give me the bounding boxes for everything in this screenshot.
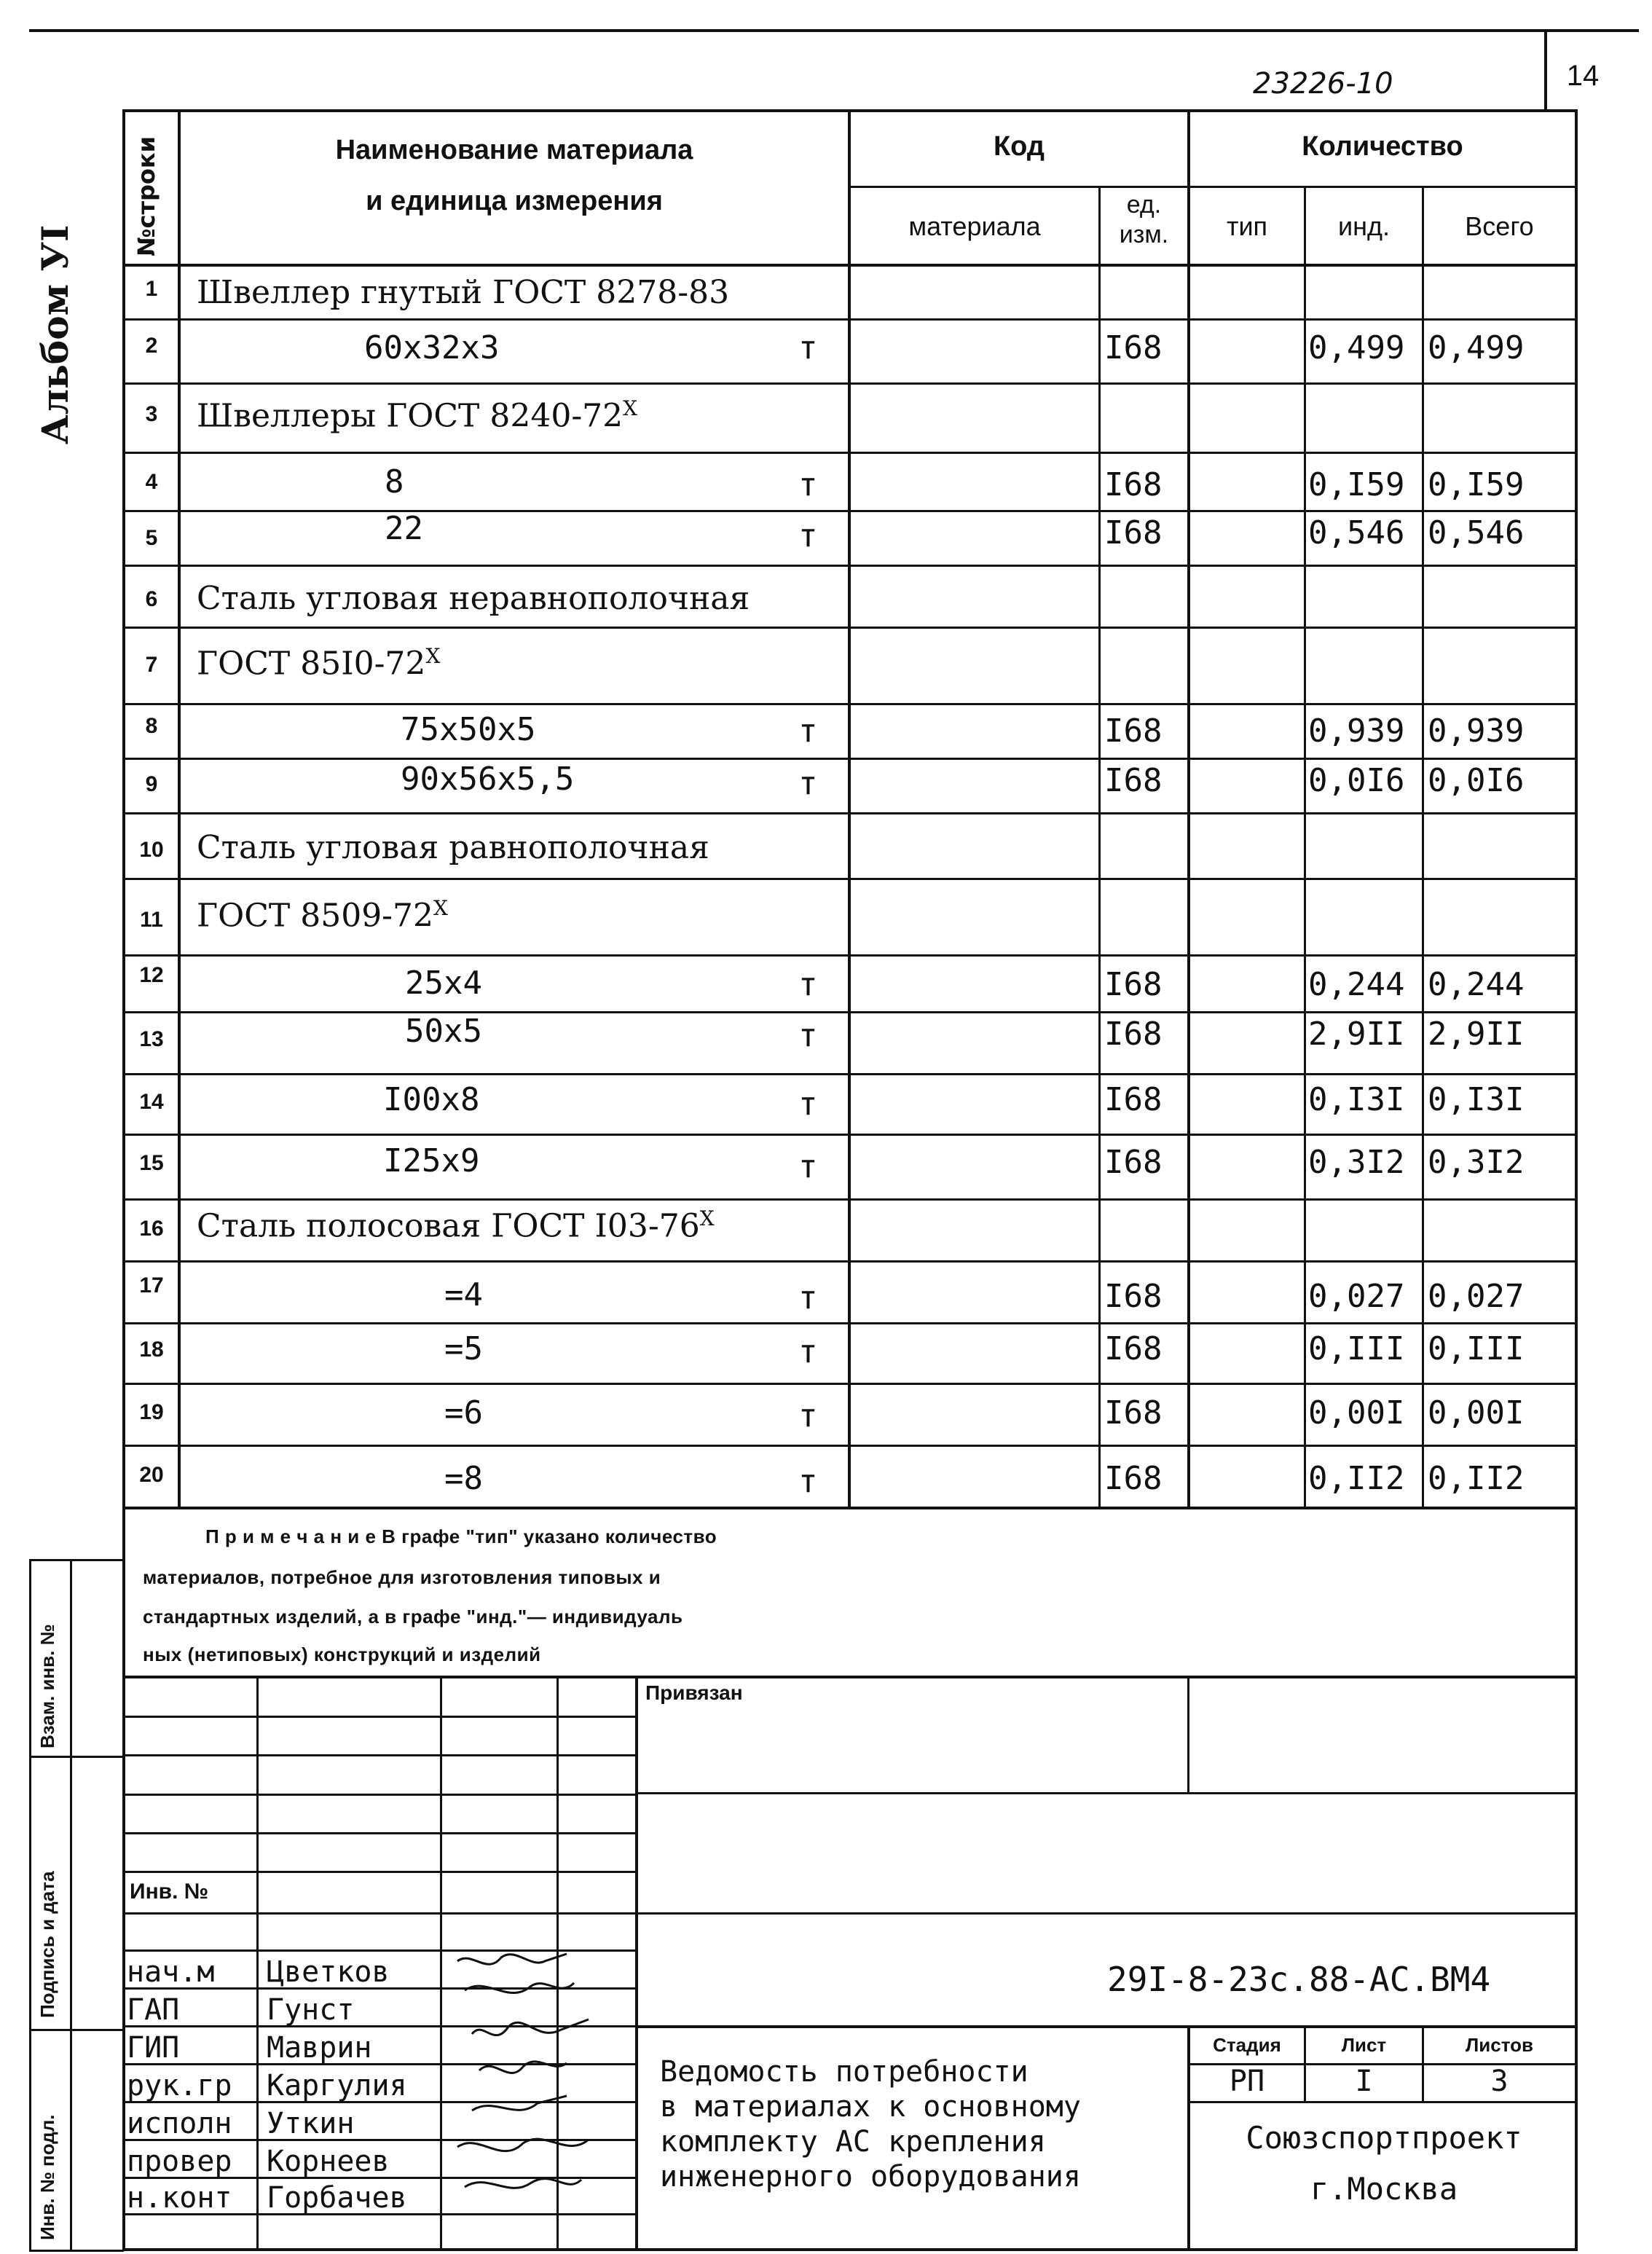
qty-ind: 0,III	[1308, 1330, 1405, 1367]
unit: т	[798, 1279, 818, 1316]
qty-ind: 0,3I2	[1308, 1144, 1405, 1181]
material-name: Швеллер гнутый ГОСТ 8278-83	[197, 274, 730, 311]
side-label-inv-podl: Инв. № подл.	[36, 2114, 58, 2240]
inv-no-label: Инв. №	[130, 1880, 209, 1904]
stage-value: РП	[1229, 2065, 1265, 2098]
qty-total: 0,027	[1428, 1278, 1525, 1315]
person-name: Маврин	[267, 2031, 372, 2065]
qty-total: 0,I59	[1428, 466, 1525, 503]
material-name-group	[197, 644, 440, 683]
privyazan-label: Привязан	[645, 1681, 743, 1704]
unit-code: I68	[1104, 1016, 1163, 1053]
col-header-code: Код	[993, 131, 1045, 162]
row-number: 11	[140, 908, 163, 932]
unit-code: I68	[1104, 1330, 1163, 1367]
col-header-total: Всего	[1465, 211, 1534, 241]
qty-total: 0,III	[1428, 1330, 1525, 1367]
material-name: 90x56x5,5	[401, 761, 575, 798]
note-line-1: П р и м е ч а н и е В графе "тип" указано количество	[205, 1525, 717, 1547]
row-number: 8	[145, 714, 158, 738]
row-number: 1	[145, 277, 158, 301]
row-number: 14	[139, 1090, 164, 1114]
sheet-value: I	[1355, 2065, 1373, 2098]
col-header-unit-line2: изм.	[1119, 221, 1169, 248]
qty-ind: 0,0I6	[1308, 762, 1405, 799]
qty-ind: 0,244	[1308, 966, 1405, 1003]
unit: т	[798, 1085, 818, 1123]
doc-code-handwritten: 23226-10	[1253, 67, 1393, 101]
row-number: 12	[139, 963, 164, 987]
role: н.конт	[127, 2181, 232, 2215]
qty-total: 0,II2	[1428, 1460, 1525, 1497]
role: ГИП	[127, 2031, 180, 2065]
qty-ind: 0,939	[1308, 712, 1405, 750]
qty-ind: 0,II2	[1308, 1460, 1405, 1497]
material-name: Сталь угловая равнополочная	[197, 829, 709, 866]
material-name: Сталь угловая неравнополочная	[197, 580, 750, 617]
qty-ind: 0,499	[1308, 329, 1405, 366]
page-number: 14	[1566, 60, 1600, 92]
unit: т	[798, 712, 818, 750]
material-name: 25x4	[405, 965, 482, 1002]
material-name-group	[197, 896, 448, 935]
qty-total: 2,9II	[1428, 1016, 1525, 1053]
qty-ind: 0,I59	[1308, 466, 1405, 503]
col-header-ind: инд.	[1338, 211, 1390, 241]
col-header-quantity: Количество	[1302, 131, 1463, 162]
unit-code: I68	[1104, 762, 1163, 799]
material-name-group	[197, 1206, 715, 1245]
qty-total: 0,939	[1428, 712, 1525, 750]
album-label: Альбом УI	[34, 224, 76, 444]
material-name: I25x9	[383, 1142, 480, 1179]
note-line-3: стандартных изделий, а в графе "инд."— индивидуаль	[143, 1606, 683, 1627]
row-number: 7	[145, 653, 158, 677]
unit-code: I68	[1104, 514, 1163, 551]
material-name: =5	[444, 1330, 483, 1367]
title-line-4: инженерного оборудования	[660, 2160, 1081, 2194]
person-name: Горбачев	[267, 2181, 407, 2215]
qty-ind: 2,9II	[1308, 1016, 1405, 1053]
qty-ind: 0,027	[1308, 1278, 1405, 1315]
col-header-name-line1: Наименование материала	[335, 135, 693, 165]
col-header-row-number: №строки	[133, 136, 160, 256]
material-name: Швеллеры ГОСТ 8240-72	[197, 397, 624, 435]
title-line-1: Ведомость потребности	[660, 2055, 1028, 2089]
unit-code: I68	[1104, 1394, 1163, 1432]
material-name: I00x8	[383, 1081, 480, 1118]
qty-ind: 0,546	[1308, 514, 1405, 551]
title-line-2: в материалах к основному	[660, 2090, 1081, 2124]
row-number: 20	[139, 1463, 164, 1487]
row-number: 3	[145, 402, 158, 426]
material-name-group	[197, 396, 637, 435]
drawing-title	[660, 2054, 1081, 2194]
qty-ind: 0,00I	[1308, 1394, 1405, 1432]
superscript: X	[433, 896, 448, 920]
person-name: Каргулия	[267, 2069, 407, 2102]
col-header-name-line2: и единица измерения	[366, 186, 663, 216]
unit-code: I68	[1104, 1278, 1163, 1315]
superscript: X	[425, 644, 441, 668]
material-name: ГОСТ 85I0-72	[197, 645, 426, 683]
material-name: 75x50x5	[401, 711, 536, 748]
unit: т	[798, 1333, 818, 1370]
unit: т	[798, 1017, 818, 1054]
row-number: 13	[139, 1027, 164, 1051]
person-name: Уткин	[267, 2107, 355, 2140]
col-header-material: материала	[908, 211, 1041, 241]
superscript: X	[699, 1206, 715, 1230]
row-number: 9	[145, 772, 158, 796]
row-number: 18	[139, 1338, 164, 1362]
person-name: Гунст	[267, 1993, 355, 2027]
qty-total: 0,0I6	[1428, 762, 1525, 799]
unit: т	[798, 517, 818, 554]
title-line-3: комплекту АС крепления	[660, 2125, 1046, 2159]
sheet-label: Лист	[1341, 2034, 1387, 2056]
document-number: 29I-8-23с.88-АС.ВМ4	[1107, 1960, 1491, 1999]
row-number: 10	[139, 838, 164, 862]
unit-code: I68	[1104, 712, 1163, 750]
unit: т	[798, 466, 818, 503]
qty-total: 0,546	[1428, 514, 1525, 551]
unit-code: I68	[1104, 966, 1163, 1003]
qty-total: 0,499	[1428, 329, 1525, 366]
unit: т	[798, 765, 818, 802]
qty-total: 0,244	[1428, 966, 1525, 1003]
col-header-type: тип	[1226, 211, 1268, 241]
unit-code: I68	[1104, 1460, 1163, 1497]
qty-total: 0,3I2	[1428, 1144, 1525, 1181]
qty-ind: 0,I3I	[1308, 1081, 1405, 1118]
person-name: Цветков	[267, 1955, 390, 1989]
organization-city: г.Москва	[1310, 2171, 1458, 2207]
unit-code: I68	[1104, 1081, 1163, 1118]
unit-code: I68	[1104, 329, 1163, 366]
material-name: =8	[444, 1460, 483, 1497]
material-name: =6	[444, 1394, 483, 1432]
row-number: 6	[145, 587, 158, 611]
signature-scribbles	[443, 1947, 632, 2248]
material-name: =4	[444, 1276, 483, 1313]
row-number: 19	[139, 1400, 164, 1424]
role: ГАП	[127, 1993, 180, 2027]
row-number: 5	[145, 526, 158, 550]
person-name: Корнеев	[267, 2145, 390, 2178]
superscript: X	[623, 396, 638, 420]
row-number: 2	[145, 334, 158, 358]
role: провер	[127, 2145, 232, 2178]
material-name: 60x32x3	[364, 329, 500, 366]
material-name: 50x5	[405, 1013, 482, 1050]
note-line-2: материалов, потребное для изготовления типовых и	[143, 1566, 661, 1588]
row-number: 16	[139, 1217, 164, 1241]
unit-code: I68	[1104, 1144, 1163, 1181]
unit: т	[798, 1148, 818, 1185]
row-number: 17	[139, 1273, 164, 1297]
unit: т	[798, 329, 818, 366]
role: рук.гр	[127, 2069, 232, 2102]
unit: т	[798, 1397, 818, 1434]
material-name: 22	[385, 510, 423, 547]
role: нач.м	[127, 1955, 215, 1989]
organization-name: Союзспортпроект	[1246, 2120, 1522, 2156]
col-header-unit-line1: ед.	[1126, 191, 1162, 219]
unit: т	[798, 1463, 818, 1500]
qty-total: 0,I3I	[1428, 1081, 1525, 1118]
row-number: 15	[139, 1151, 164, 1175]
row-number: 4	[145, 470, 158, 494]
sheets-label: Листов	[1466, 2034, 1533, 2056]
unit-code: I68	[1104, 466, 1163, 503]
sheets-value: 3	[1490, 2065, 1509, 2098]
material-name: 8	[385, 463, 404, 500]
qty-total: 0,00I	[1428, 1394, 1525, 1432]
unit: т	[798, 966, 818, 1003]
note-line-4: ных (нетиповых) конструкций и изделий	[143, 1644, 541, 1665]
material-name: Сталь полосовая ГОСТ I03-76	[197, 1207, 700, 1245]
role: исполн	[127, 2107, 232, 2140]
side-label-vzam: Взам. инв. №	[36, 1624, 58, 1748]
side-label-podpis: Подпись и дата	[36, 1871, 58, 2018]
stage-label: Стадия	[1213, 2034, 1281, 2056]
material-name: ГОСТ 8509-72	[197, 897, 434, 935]
